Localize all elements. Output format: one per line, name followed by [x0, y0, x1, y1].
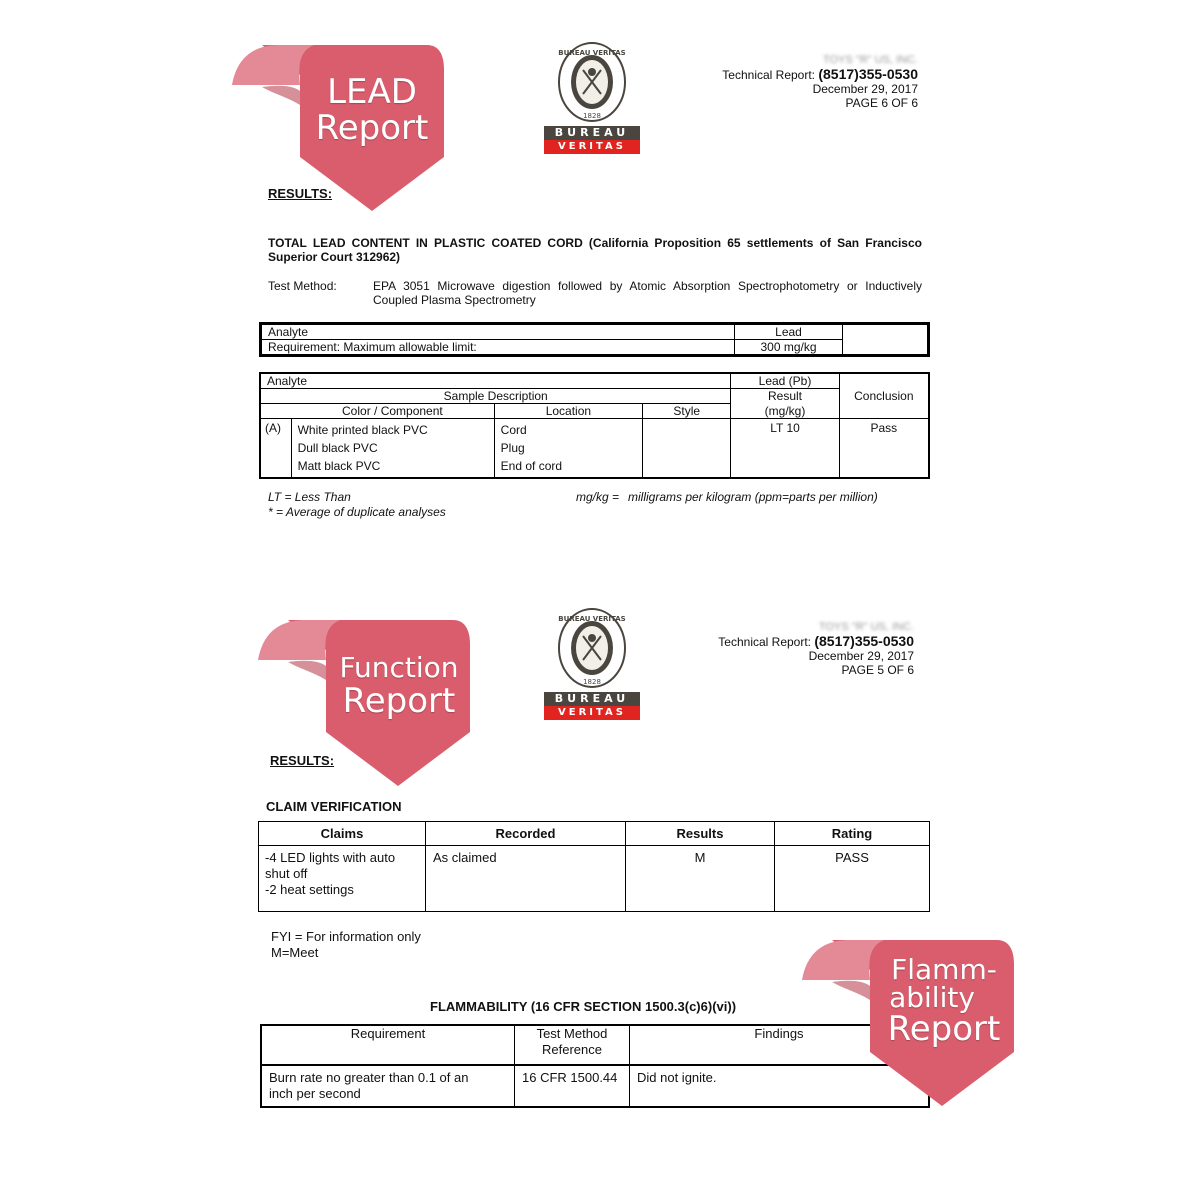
function-report-header — [594, 620, 914, 677]
lead-results-table — [259, 372, 930, 479]
company-name: TOYS "R" US, INC. — [818, 621, 914, 633]
rating-cell: PASS — [775, 846, 930, 912]
report-number: (8517)355-0530 — [818, 66, 918, 82]
component-item: Dull black PVC — [297, 441, 378, 455]
location-item: Cord — [500, 423, 527, 437]
blank-cell — [260, 404, 291, 419]
unit-header: (mg/kg) — [731, 404, 839, 419]
rating-header: Rating — [775, 822, 930, 846]
ribbon-title — [302, 72, 442, 148]
sample-description-header: Sample Description — [260, 389, 731, 404]
results-header: Results — [626, 822, 775, 846]
recorded-cell: As claimed — [426, 846, 626, 912]
conclusion-header: Conclusion — [839, 373, 929, 419]
ribbon-line-3: Report — [887, 1009, 1001, 1049]
technical-report-line — [594, 634, 914, 649]
note-meet: M=Meet — [271, 945, 319, 960]
color-component-header: Color / Component — [291, 404, 494, 419]
component-item: Matt black PVC — [297, 459, 381, 473]
bv-name-bottom: VERITAS — [544, 140, 640, 154]
conclusion-value: Pass — [839, 419, 929, 479]
lead-title-bold: TOTAL LEAD CONTENT IN PLASTIC COATED CORD — [268, 236, 583, 250]
requirement-line: Burn rate no greater than 0.1 of an — [269, 1070, 469, 1085]
note-average: * = Average of duplicate analyses — [268, 505, 446, 519]
lead-title — [268, 236, 922, 264]
results-label: RESULTS: — [270, 753, 335, 768]
report-page: PAGE 6 OF 6 — [845, 96, 918, 110]
claim-line: -2 heat settings — [265, 882, 354, 897]
seal-arc-text: BUREAU VERITAS — [558, 615, 626, 623]
ribbon-title — [874, 953, 1014, 1049]
style-header: Style — [643, 404, 731, 419]
result-value: LT 10 — [731, 419, 839, 479]
requirement-value: 300 mg/kg — [735, 340, 843, 356]
bv-name-top: BUREAU — [544, 126, 640, 140]
technical-report-line — [598, 67, 918, 82]
claim-verification-title: CLAIM VERIFICATION — [266, 799, 402, 814]
lead-pb-header: Lead (Pb) — [731, 373, 839, 389]
lead-report-ribbon — [232, 45, 448, 213]
requirement-cell — [261, 1065, 515, 1107]
seal-year: 1828 — [583, 678, 601, 686]
analyte-header: Analyte — [260, 373, 731, 389]
header-line: Reference — [542, 1042, 602, 1057]
ribbon-line-2: Report — [315, 108, 429, 148]
claims-cell — [259, 846, 426, 912]
empty-cell — [843, 340, 929, 356]
ribbon-line-1: Flamm- — [891, 953, 997, 986]
requirement-label: Requirement: Maximum allowable limit: — [261, 340, 735, 356]
location-list — [494, 419, 642, 479]
result-header: Result — [731, 389, 839, 404]
bv-name-top: BUREAU — [544, 692, 640, 706]
location-item: End of cord — [500, 459, 563, 473]
analyte-value: Lead — [735, 324, 843, 340]
report-date: December 29, 2017 — [808, 649, 914, 663]
claim-line: shut off — [265, 866, 308, 881]
findings-header: Findings — [630, 1025, 930, 1065]
test-method-header — [515, 1025, 630, 1065]
lead-title-rest: (California Proposition 65 settlements of San Francisco Superior Court 312962) — [268, 236, 922, 264]
analyte-label: Analyte — [261, 324, 735, 340]
requirement-header: Requirement — [261, 1025, 515, 1065]
report-number: (8517)355-0530 — [814, 633, 914, 649]
report-label: Technical Report: — [718, 635, 812, 649]
seal-year: 1828 — [583, 112, 601, 120]
bv-name-bottom: VERITAS — [544, 706, 640, 720]
test-method-text: EPA 3051 Microwave digestion followed by Atomic Absorption Spectrophotometry or Inductively Coupled Plasma Spectrometry — [373, 279, 922, 307]
flammability-title: FLAMMABILITY (16 CFR SECTION 1500.3(c)6)(vi)) — [430, 999, 737, 1014]
test-method-label: Test Method: — [268, 279, 337, 293]
requirement-line: inch per second — [269, 1086, 361, 1101]
ribbon-title — [328, 651, 470, 721]
results-label: RESULTS: — [268, 186, 333, 201]
style-value — [643, 419, 731, 479]
sample-id: (A) — [260, 419, 291, 479]
report-label: Technical Report: — [722, 68, 816, 82]
location-item: Plug — [500, 441, 525, 455]
claim-line: -4 LED lights with auto — [265, 850, 396, 865]
lead-limit-table — [259, 322, 930, 357]
location-header: Location — [494, 404, 642, 419]
company-name: TOYS "R" US, INC. — [822, 54, 918, 66]
ribbon-line-1: LEAD — [327, 72, 417, 112]
findings-cell: Did not ignite. — [630, 1065, 930, 1107]
note-fyi: FYI = For information only — [271, 929, 421, 944]
report-date: December 29, 2017 — [812, 82, 918, 96]
note-less-than: LT = Less Than — [268, 490, 351, 504]
empty-cell — [843, 324, 929, 340]
recorded-header: Recorded — [426, 822, 626, 846]
report-page: PAGE 5 OF 6 — [841, 663, 914, 677]
header-line: Test Method — [536, 1026, 608, 1041]
component-list — [291, 419, 494, 479]
lead-report-header — [598, 53, 918, 110]
results-cell: M — [626, 846, 775, 912]
ribbon-line-2: ability — [889, 981, 975, 1014]
flammability-report-ribbon — [802, 940, 1018, 1108]
component-item: White printed black PVC — [297, 423, 428, 437]
note-mgkg-text: milligrams per kilogram (ppm=parts per million) — [628, 490, 878, 504]
ribbon-line-2: Report — [342, 681, 456, 721]
note-mgkg-label: mg/kg = — [576, 490, 620, 504]
claims-header: Claims — [259, 822, 426, 846]
seal-arc-text: BUREAU VERITAS — [558, 49, 626, 57]
method-cell: 16 CFR 1500.44 — [515, 1065, 630, 1107]
ribbon-line-1: Function — [339, 651, 459, 684]
claim-table — [258, 821, 930, 912]
